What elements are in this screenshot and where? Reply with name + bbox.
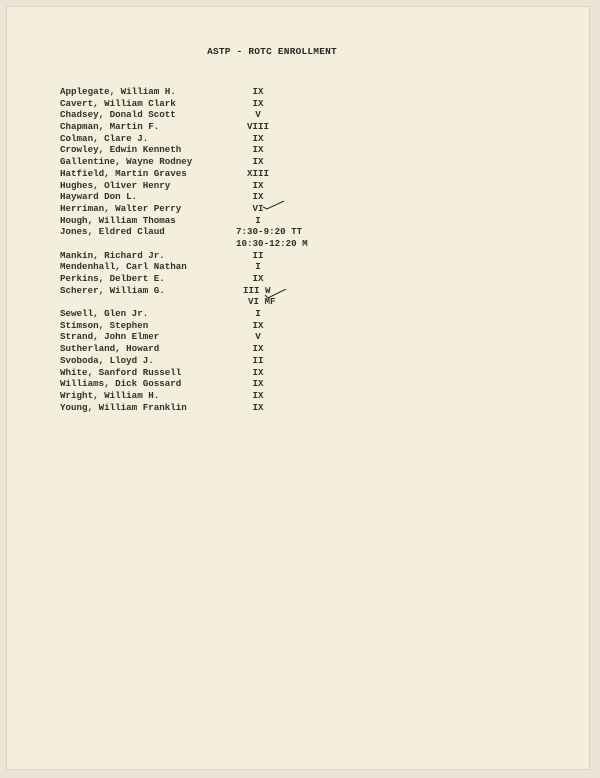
student-name: Chadsey, Donald Scott <box>60 109 176 121</box>
roster-row <box>60 144 360 156</box>
enrollment-roster <box>60 86 360 413</box>
enrollment-value: IX <box>252 401 264 413</box>
enrollment-value: XIII <box>246 167 270 179</box>
roster-row <box>60 215 360 227</box>
student-name: Sewell, Glen Jr. <box>60 308 149 320</box>
roster-row <box>60 98 360 110</box>
student-name: Cavert, William Clark <box>60 97 176 109</box>
roster-row <box>60 331 360 343</box>
student-name: Herriman, Walter Perry <box>60 202 182 214</box>
enrollment-value: II <box>252 354 264 366</box>
enrollment-value: IX <box>252 319 264 331</box>
enrollment-value: IX <box>252 97 264 109</box>
enrollment-value: III W <box>243 284 271 296</box>
student-name: Applegate, William H. <box>60 86 176 97</box>
enrollment-value: IX <box>252 366 264 378</box>
student-name: Scherer, William G. <box>60 284 165 296</box>
enrollment-value: II <box>252 249 264 261</box>
roster-row <box>60 191 360 203</box>
student-name: Young, William Franklin <box>60 401 187 413</box>
roster-row <box>60 238 360 250</box>
student-name: Williams, Dick Gossard <box>60 378 182 390</box>
roster-row <box>60 226 360 238</box>
roster-row <box>60 308 360 320</box>
enrollment-value: VIII <box>246 121 270 133</box>
enrollment-value: IX <box>252 179 264 191</box>
enrollment-value: IX <box>252 378 264 390</box>
student-name: Perkins, Delbert E. <box>60 273 165 284</box>
roster-row <box>60 378 360 390</box>
roster-row <box>60 402 360 414</box>
student-name: Strand, John Elmer <box>60 331 160 343</box>
roster-row <box>60 121 360 133</box>
roster-row <box>60 320 360 332</box>
roster-row <box>60 133 360 145</box>
student-name: Svoboda, Lloyd J. <box>60 354 154 366</box>
student-name: Mendenhall, Carl Nathan <box>60 261 187 273</box>
roster-row <box>60 86 360 98</box>
roster-row <box>60 203 360 215</box>
roster-row <box>60 168 360 180</box>
student-name: White, Sanford Russell <box>60 366 182 378</box>
enrollment-value: VI MF <box>248 296 276 308</box>
enrollment-value: V <box>255 109 261 121</box>
roster-row <box>60 355 360 367</box>
roster-row <box>60 156 360 168</box>
enrollment-value: 7:30-9:20 TT <box>236 226 303 238</box>
student-name: Chapman, Martin F. <box>60 121 160 133</box>
student-name: Hatfield, Martin Graves <box>60 167 187 179</box>
student-name: Jones, Eldred Claud <box>60 226 165 238</box>
document-page <box>6 6 590 770</box>
enrollment-value: IX <box>252 86 264 97</box>
enrollment-value: I <box>255 261 261 273</box>
roster-row <box>60 180 360 192</box>
roster-row <box>60 273 360 285</box>
enrollment-value: IX <box>252 156 264 168</box>
student-name: Sutherland, Howard <box>60 343 160 355</box>
student-name: Gallentine, Wayne Rodney <box>60 156 193 168</box>
roster-row <box>60 261 360 273</box>
student-name: Colman, Clare J. <box>60 132 149 144</box>
enrollment-value: 10:30-12:20 M <box>236 237 308 249</box>
enrollment-value: IX <box>252 389 264 401</box>
student-name: Crowley, Edwin Kenneth <box>60 144 182 156</box>
enrollment-value: I <box>255 308 261 320</box>
enrollment-value: I <box>255 214 261 226</box>
student-name: Wright, William H. <box>60 389 160 401</box>
enrollment-value: IX <box>252 132 264 144</box>
student-name: Mankin, Richard Jr. <box>60 249 165 261</box>
check-mark-icon <box>262 200 286 210</box>
enrollment-value: IX <box>252 144 264 156</box>
student-name: Hayward Don L. <box>60 191 138 203</box>
student-name: Hughes, Oliver Henry <box>60 179 171 191</box>
student-name: Stimson, Stephen <box>60 319 149 331</box>
enrollment-value: IX <box>252 191 264 203</box>
document-title: ASTP - ROTC ENROLLMENT <box>207 46 337 57</box>
roster-row <box>60 367 360 379</box>
enrollment-value: IX <box>252 343 264 355</box>
enrollment-value: V <box>255 331 261 343</box>
enrollment-value: IX <box>252 273 264 284</box>
roster-row <box>60 250 360 262</box>
roster-row <box>60 109 360 121</box>
enrollment-value: VI <box>252 202 264 214</box>
roster-row <box>60 285 360 297</box>
student-name: Hough, William Thomas <box>60 214 176 226</box>
roster-row <box>60 390 360 402</box>
roster-row <box>60 296 360 308</box>
roster-row <box>60 343 360 355</box>
